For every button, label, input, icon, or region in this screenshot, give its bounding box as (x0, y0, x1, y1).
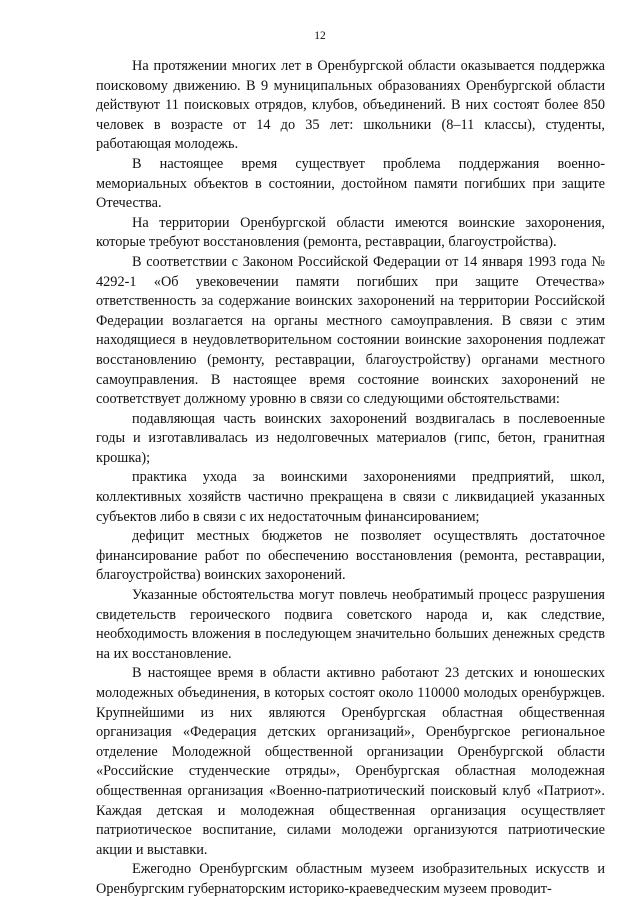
list-item-budget-deficit: дефицит местных бюджетов не позволяет осуществлять достаточное финансирование работ по обеспечению восстановления (ремонта, реставрации, благоустройства) воинских захоронений. (96, 528, 605, 584)
list-item-maintenance: практика ухода за воинскими захоронениями предприятий, школ, коллективных хозяйств частично прекращена в связи с ликвидацией указанных субъектов либо в связи с их недостаточным финансированием; (96, 469, 605, 525)
paragraph-consequences: Указанные обстоятельства могут повлечь необратимый процесс разрушения свидетельств героического подвига советского народа и, как следствие, необходимость вложения в последующем значительно больших денежных средств на их восстановление. (96, 587, 605, 662)
paragraph-memorial-problem: В настоящее время существует проблема поддержания военно-мемориальных объектов в состоянии, достойном памяти погибших при защите Отечества. (96, 155, 605, 212)
document-body (96, 57, 605, 900)
paragraph-search-movement: На протяжении многих лет в Оренбургской области оказывается поддержка поисковому движению. В 9 муниципальных образованиях Оренбургской области действуют 11 поисковых отрядов, клубов, объединений. В них состоят более 850 человек в возрасте от 14 до 35 лет: школьники (8–11 классы), студенты, работающая молодежь. (96, 58, 605, 153)
paragraph-federal-law: В соответствии с Законом Российской Федерации от 14 января 1993 года № 4292-1 «Об увековечении памяти погибших при защите Отечества» ответственность за содержание воинских захоронений на территории Российской Федерации возлагается на органы местного самоуправления. В связи с этим находящиеся в неудовлетворительном состоянии воинские захоронения подлежат восстановлению (ремонту, реставрации, благоустройству) органами местного самоуправления. В настоящее время состояние воинских захоронений не соответствует должному уровню в связи со следующими обстоятельствами: (96, 253, 605, 408)
page-number: 12 (314, 30, 326, 42)
list-item-materials: подавляющая часть воинских захоронений воздвигалась в послевоенные годы и изготавливалась из недолговечных материалов (гипс, бетон, гранитная крошка); (96, 410, 605, 466)
paragraph-burials-restoration: На территории Оренбургской области имеются воинские захоронения, которые требуют восстановления (ремонта, реставрации, благоустройства). (96, 214, 605, 251)
paragraph-youth-organizations: В настоящее время в области активно работают 23 детских и юношеских молодежных объединения, в которых состоят около 110000 молодых оренбуржцев. Крупнейшими из них являются Оренбургская областная общественная организация «Федерация детских организаций», Оренбургское региональное отделение Молодежной общественной организации Оренбургской области «Российские студенческие отряды», Оренбургская областная молодежная общественная организация «Военно-патриотический поисковый клуб «Патриот». Каждая детская и молодежная общественная организация осуществляет патриотическое воспитание, силами молодежи организуются патриотические акции и выставки. (96, 665, 605, 858)
paragraph-museums: Ежегодно Оренбургским областным музеем изобразительных искусств и Оренбургским губернаторским историко-краеведческим музеем проводит- (96, 861, 605, 897)
